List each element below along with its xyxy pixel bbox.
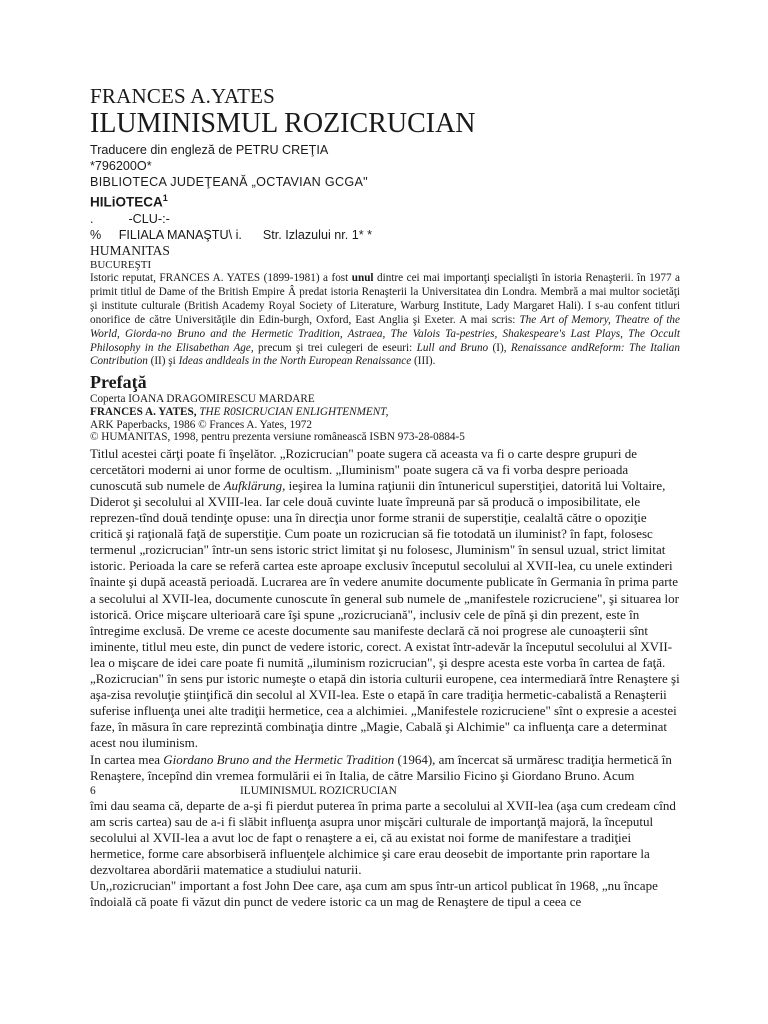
running-header: [90, 784, 680, 798]
preface-body: [90, 446, 680, 911]
edition-credits: [90, 393, 680, 443]
paragraph: Titlul acestei cărţi poate fi înşelător. „Rozicrucian" poate sugera că aceasta va fi o carte despre grupuri de cercetători moderni ai unor forme de ocultism. „Iluminism" poate sugera că va fi vorba despre perioada cunoscută sub numele de Aufklärung, ieşirea la lumina raţiunii din întunericul superstiţiei, datorită lui Voltaire, Diderot şi secolului al XVIII-lea. Iar cele două cuvinte luate împreună par să producă o imposibilitate, ele reprezen-tînd două tendinţe opuse: una în direcţia unor forme stranii de superstiţie, cealaltă către o opoziţie critică şi raţională faţă de superstiţie. Cum poate un rozicrucian să fie totodată un iluminist? în fapt, folosesc termenul „rozicrucian" într-un sens istoric strict limitat şi nu folosesc, Jluminism" în sensul uzual, strict limitat istoric. Perioada la care se referă cartea este aproape exclusiv începutul secolului al XVII-lea, cu unele extinderi înainte şi după această perioadă. Lucrarea are în vedere anumite documente publicate în Germania în prima parte a secolului al XVII-lea, documente cunoscute în general sub numele de „manifestele rozicruciene", şi situarea lor istorică. Orice mişcare ulterioară care îşi spune „rozicruciană", inclusiv cele de pînă şi din prezent, este în întregime exclusă. De vreme ce aceste documente sau manifeste declară că noi progrese ale cunoaşterii sînt iminente, titlul meu este, din punct de vedere istoric, corect. A existat într-adevăr la începutul secolului al XVII-lea o mişcare de idei care poate fi numită „iluminism rozicrucian", şi despre acesta este vorba în cartea de faţă.: [90, 445, 679, 670]
catalog-code: *796200O*: [90, 159, 152, 173]
running-title: ILUMINISMUL ROZICRUCIAN: [240, 784, 397, 797]
library-stamp-filiala: % FILIALA MANAŞTU\ i. Str. Izlazului nr. 1* *: [90, 227, 373, 242]
publisher-city: BUCUREŞTI: [90, 258, 152, 271]
paragraph: îmi dau seama că, departe de a-şi fi pierdut puterea în prima parte a secolului al XVII-lea (aşa cum credeam cînd am scris cartea) sau de a-i fi slăbit influenţa asupra unor mişcări culturale de importanţă majoră, la începutul secolului al XVII-lea a avut loc de fapt o renaştere a ei, că au existat noi forme de manifestare a tradiţiei hermetice, forme care absorbiseră influenţele alchimice şi care erau deosebit de importante prin raportare la dezvoltarea abordării matematice a studiului naturii.: [90, 797, 676, 878]
library-stamp-clu: . -CLU-:-: [90, 211, 170, 226]
publisher-name: HUMANITAS: [90, 242, 170, 258]
paragraph: Un,,rozicrucian" important a fost John Dee care, aşa cum am spus într-un articol publicat în 1968, „nu încape îndoială că poate fi văzut din punct de vedere istoric ca un mag de Renaştere de tipul a ceea ce: [90, 878, 658, 910]
section-heading-prefata: Prefaţă: [90, 372, 147, 393]
author-biography: Istoric reputat, FRANCES A. YATES (1899-1981) a fost unul dintre cei mai importanţi specialişti în istoria Renaşterii. în 1977 a primit titlul de Dame of the British Empire Â predat istoria Renaşterii la Universitatea din Londra. Membră a mai multor societăţi şi institute culturale (British Academy Royal Society of Literature, Warburg Institute, Lady Margaret Hali). I s-au confent titluri onorifice de către Universităţile din Edin-burgh, Oxford, East Anglia şi Exeter. A mai scris: The Art of Memory, Theatre of the World, Giorda-no Bruno and the Hermetic Tradition, Astraea, The Valois Ta-pestries, Shakespeare's Last Plays, The Occult Philosophy in the Elisabethan Age, precum şi trei culegeri de eseuri: Lull and Bruno (I), Renaissance andReform: The Italian Contribution (II) şi Ideas andldeals in the North European Renaissance (III).: [90, 272, 680, 368]
ark-credit: ARK Paperbacks, 1986 © Frances A. Yates, 1972: [90, 418, 312, 431]
library-stamp-hilioteca: [90, 190, 680, 211]
book-title: ILUMINISMUL ROZICRUCIAN: [90, 108, 476, 139]
page-number: 6: [90, 784, 96, 797]
paragraph: „Rozicrucian" în sens pur istoric numeşte o etapă din istoria culturii europene, cea intermediară între Renaştere şi aşa-zisa revoluţie ştiinţifică din secolul al XVII-lea. Este o etapă în care tradiţia hermetic-cabalistă a Renaşterii suferise influenţa unei alte tradiţii hermetice, cea a alchimiei. „Manifestele rozicruciene" sînt o expresie a acestei faze, în măsura în care reprezintă combinaţia dintre „Magie, Cabală şi Alchimie" ca influenţa care a determinat acest nou iluminism.: [90, 671, 680, 751]
humanitas-credit: © HUMANITAS, 1998, pentru prezenta versiune românească ISBN 973-28-0884-5: [90, 431, 465, 444]
library-stamp-line: BIBLIOTECA JUDEŢEANĂ „OCTAVIAN GCGA": [90, 175, 368, 189]
author-name: FRANCES A.YATES: [90, 84, 276, 108]
document-page: [90, 84, 680, 910]
translator-line: Traducere din engleză de PETRU CREŢIA: [90, 143, 329, 157]
cover-credit: Coperta IOANA DRAGOMIRESCU MARDARE: [90, 393, 315, 406]
original-title-credit: FRANCES A. YATES, THE R0SICRUCIAN ENLIGHTENMENT,: [90, 405, 389, 418]
hilioteca-text: HILiOTECA: [90, 194, 163, 210]
hilioteca-superscript: 1: [162, 193, 168, 203]
paragraph: In cartea mea Giordano Bruno and the Hermetic Tradition (1964), am încercat să urmăresc tradiţia hermetică în Renaştere, începînd din vremea formulării ei în Italia, de către Marsilio Ficino şi Giordano Bruno. Acum: [90, 751, 672, 783]
